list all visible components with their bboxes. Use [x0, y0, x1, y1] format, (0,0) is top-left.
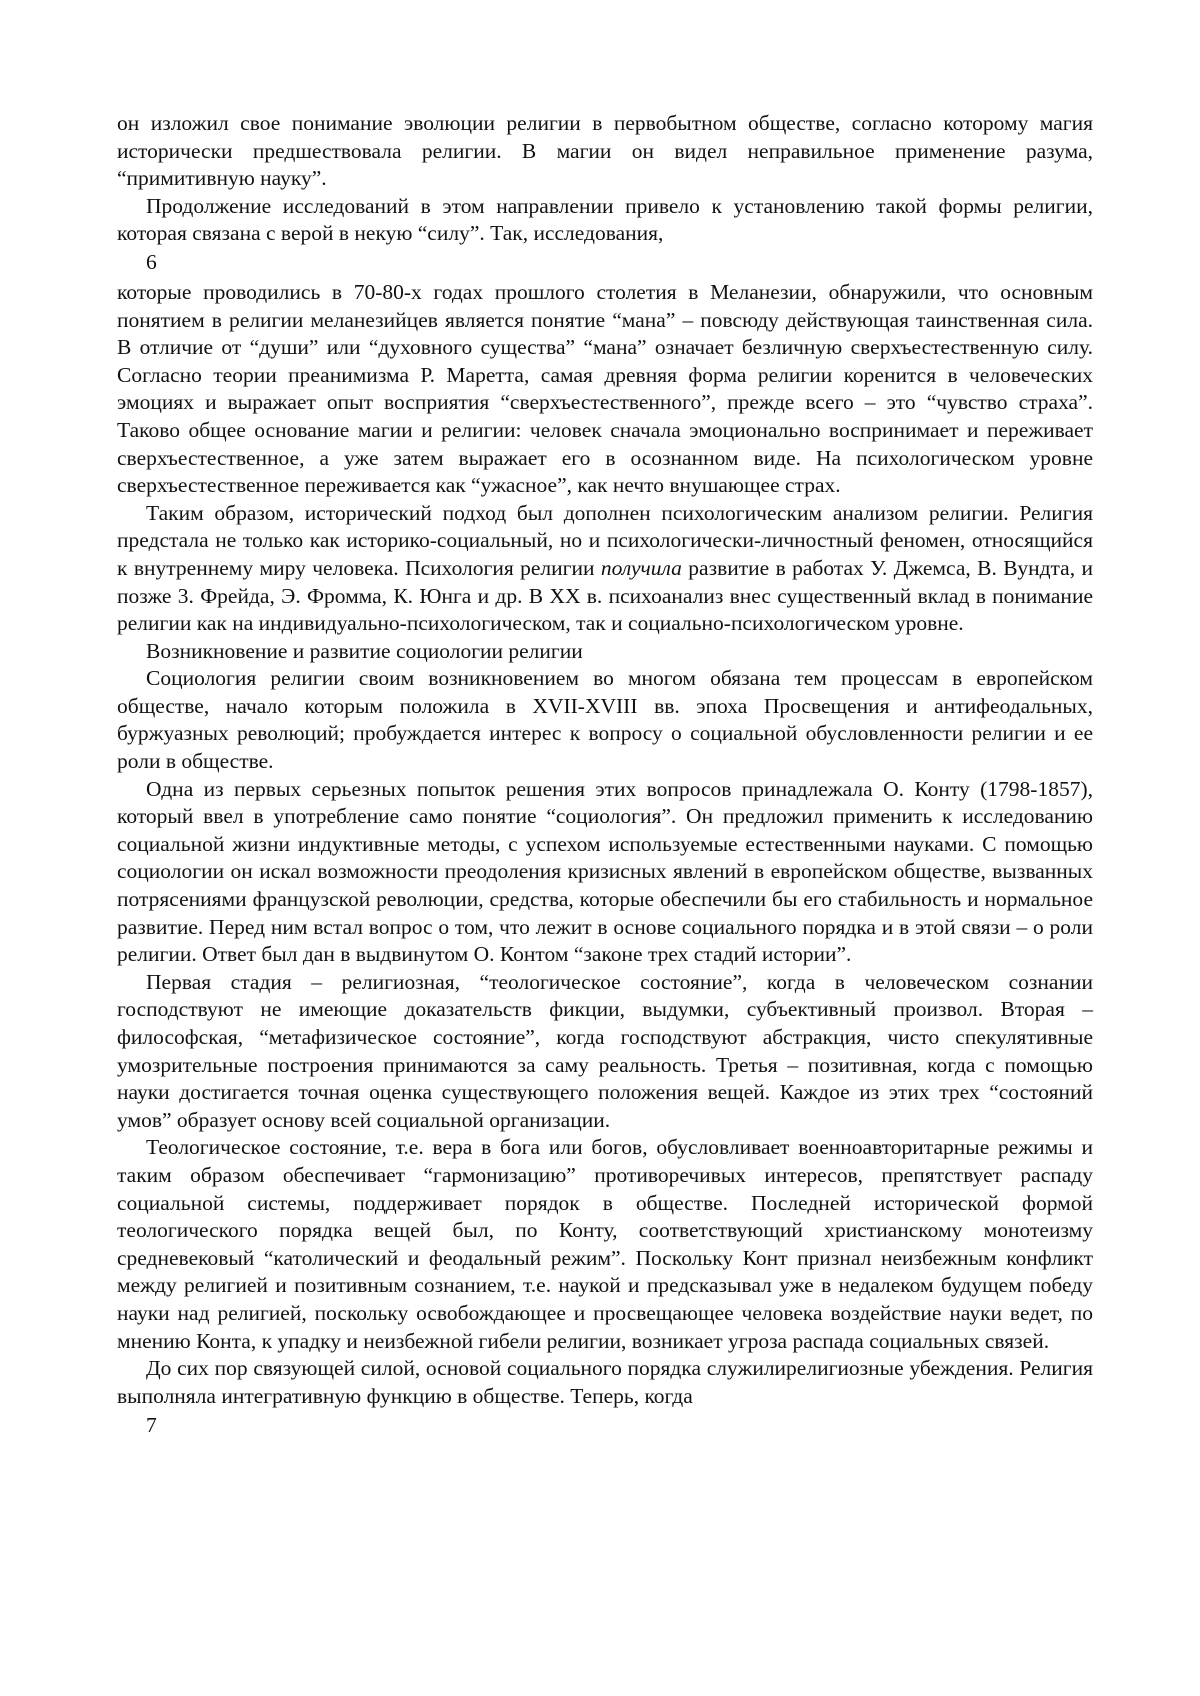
paragraph-4-italic-word: получила	[600, 555, 682, 580]
paragraph-3: которые проводились в 70-80-х годах прошлого столетия в Меланезии, обнаружили, что основным понятием в религии меланезийцев является понятие “мана” – повсюду действующая таинственная сила. В отличие от “души” или “духовного существа” “мана” означает безличную сверхъестественную силу. Согласно теории преанимизма Р. Маретта, самая древняя форма религии коренится в человеческих эмоциях и выражает опыт восприятия “сверхъестественного”, прежде всего – это “чувство страха”. Таково общее основание магии и религии: человек сначала эмоционально воспринимает и переживает сверхъестественное, а уже затем выражает его в осознанном виде. На психологическом уровне сверхъестественное переживается как “ужасное”, как нечто внушающее страх.	[117, 279, 1093, 498]
paragraph-7: Первая стадия – религиозная, “теологическое состояние”, когда в человеческом сознании господствуют не имеющие доказательств фикции, выдумки, субъективный произвол. Вторая – философская, “метафизическое состояние”, когда господствуют абстракция, чисто спекулятивные умозрительные построения принимаются за саму реальность. Третья – позитивная, когда с помощью науки достигается точная оценка существующего положения вещей. Каждое из этих трех “состояний умов” образует основу всей социальной организации.	[117, 969, 1093, 1132]
paragraph-9: До сих пор связующей силой, основой социального порядка служилирелигиозные убеждения. Религия выполняла интегративную функцию в обществе. Теперь, когда	[117, 1356, 1093, 1408]
page-number-6: 6	[146, 249, 157, 274]
paragraph-4-text-b: развитие в работах У. Джемса, В. Вундта, и позже 3. Фрейда, Э. Фромма, К. Юнга и др. В XX в. психоанализ внес существенный вклад в понимание религии как на индивидуально-психологическом, так и социально-психологическом уровне.	[117, 555, 1093, 636]
paragraph-5: Социология религии своим возникновением во многом обязана тем процессам в европейском обществе, начало которым положила в XVII-XVIII вв. эпоха Просвещения и антифеодальных, буржуазных революций; пробуждается интерес к вопросу о социальной обусловленности религии и ее роли в обществе.	[117, 666, 1093, 774]
section-heading: Возникновение и развитие социологии религии	[146, 638, 583, 663]
paragraph-8: Теологическое состояние, т.е. вера в бога или богов, обусловливает военноавторитарные режимы и таким образом обеспечивает “гармонизацию” противоречивых интересов, препятствует распаду социальной системы, поддерживает порядок в обществе. Последней исторической формой теологического порядка вещей был, по Конту, соответствующий христианскому монотеизму средневековый “католический и феодальный режим”. Поскольку Конт признал неизбежным конфликт между религией и позитивным сознанием, т.е. наукой и предсказывал уже в недалеком будущем победу науки над религией, поскольку освобождающее и просвещающее человека воздействие науки ведет, по мнению Конта, к упадку и неизбежной гибели религии, возникает угроза распада социальных связей.	[117, 1135, 1093, 1353]
paragraph-2: Продолжение исследований в этом направлении привело к установлению такой формы религии, которая связана с верой в некую “силу”. Так, исследования,	[117, 193, 1093, 246]
document-page	[117, 110, 1093, 1442]
paragraph-4-text-a: Таким образом, исторический подход был дополнен психологическим анализом религии. Религия предстала не только как историко-социальный, но и психологически-личностный феномен, относящийся к внутреннему миру человека. Психология религии	[117, 500, 1093, 580]
paragraph-1: он изложил свое понимание эволюции религии в первобытном обществе, согласно которому магия исторически предшествовала религии. В магии он видел неправильное применение разума, “примитивную науку”.	[117, 111, 1093, 191]
page-number-7: 7	[146, 1413, 157, 1438]
paragraph-4	[117, 500, 1093, 638]
paragraph-6: Одна из первых серьезных попыток решения этих вопросов принадлежала О. Конту (1798-1857), который ввел в употребление само понятие “социология”. Он предложил применить к исследованию социальной жизни индуктивные методы, с успехом используемые естественными науками. С помощью социологии он искал возможности преодоления кризисных явлений в европейском обществе, вызванных потрясениями французской революции, средства, которые обеспечили бы его стабильность и нормальное развитие. Перед ним встал вопрос о том, что лежит в основе социального порядка и в этой связи – о роли религии. Ответ был дан в выдвинутом О. Контом “законе трех стадий истории”.	[117, 776, 1093, 967]
